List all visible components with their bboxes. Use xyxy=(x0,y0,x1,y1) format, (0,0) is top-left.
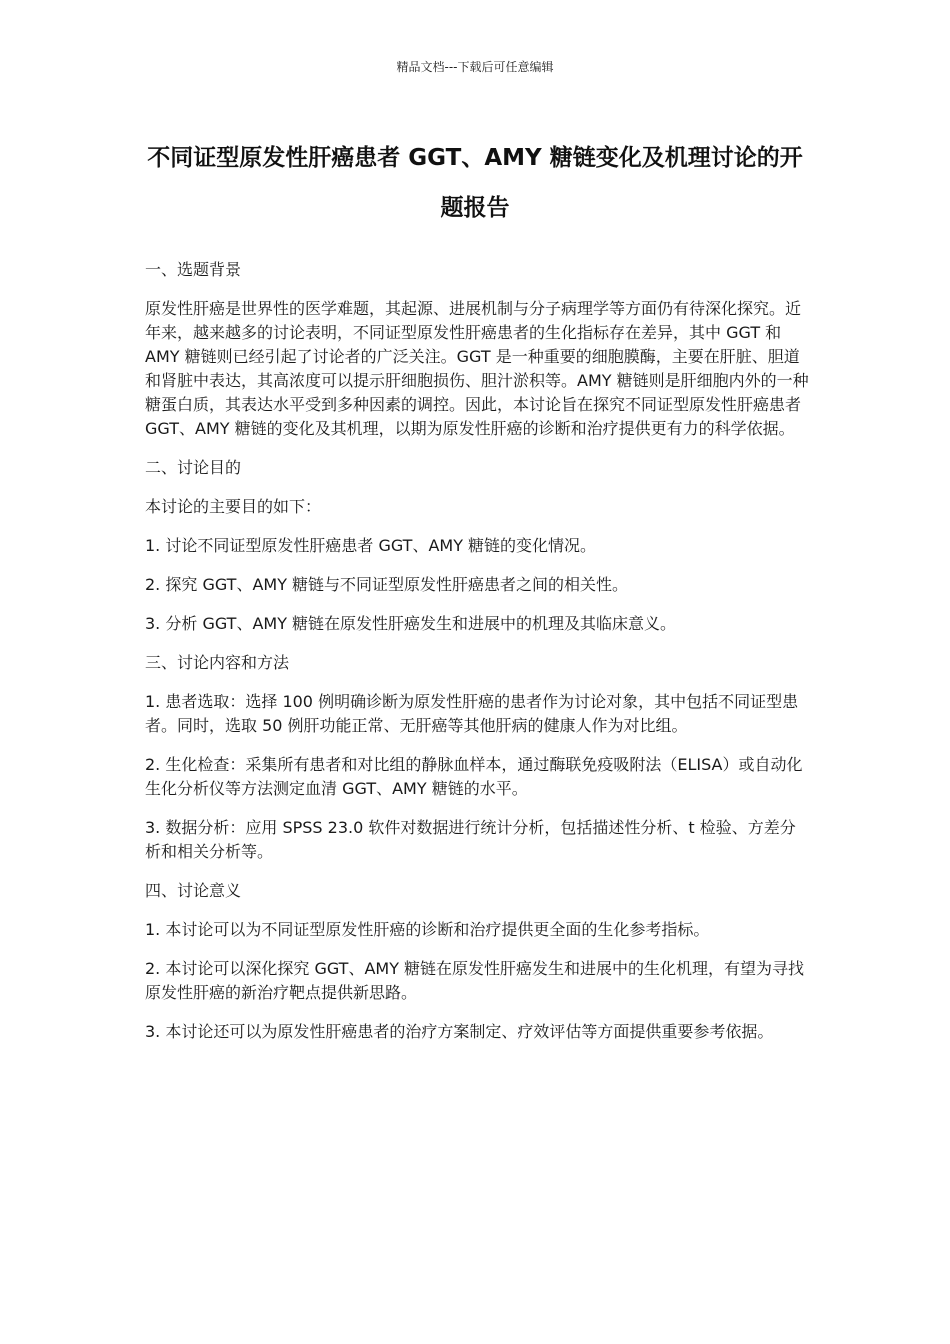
header-note: 精品文档---下载后可任意编辑 xyxy=(396,60,554,74)
list-item: 3. 分析 GGT、AMY 糖链在原发性肝癌发生和进展中的机理及其临床意义。 xyxy=(145,614,677,633)
section-heading: 二、讨论目的 xyxy=(145,458,242,477)
section-heading: 一、选题背景 xyxy=(145,260,242,279)
list-item: 3. 数据分析：应用 SPSS 23.0 软件对数据进行统计分析，包括描述性分析、t 检验、方差分析和相关分析等。 xyxy=(145,818,796,861)
list-item: 2. 生化检查：采集所有患者和对比组的静脉血样本，通过酶联免疫吸附法（ELISA）或自动化生化分析仪等方法测定血清 GGT、AMY 糖链的水平。 xyxy=(145,755,803,798)
section-heading: 三、讨论内容和方法 xyxy=(145,653,290,672)
list-item: 1. 本讨论可以为不同证型原发性肝癌的诊断和治疗提供更全面的生化参考指标。 xyxy=(145,920,710,939)
list-item: 2. 探究 GGT、AMY 糖链与不同证型原发性肝癌患者之间的相关性。 xyxy=(145,575,629,594)
list-item: 1. 讨论不同证型原发性肝癌患者 GGT、AMY 糖链的变化情况。 xyxy=(145,536,597,555)
document-body xyxy=(145,258,810,1059)
paragraph: 本讨论的主要目的如下： xyxy=(145,497,322,516)
paragraph: 原发性肝癌是世界性的医学难题，其起源、进展机制与分子病理学等方面仍有待深化探究。近年来，越来越多的讨论表明，不同证型原发性肝癌患者的生化指标存在差异，其中 GGT 和 AMY 糖链则已经引起了讨论者的广泛关注。GGT 是一种重要的细胞膜酶，主要在肝脏、胆道和肾脏中表达，其高浓度可以提示肝细胞损伤、胆汁淤积等。AMY 糖链则是肝细胞内外的一种糖蛋白质，其表达水平受到多种因素的调控。因此，本讨论旨在探究不同证型原发性肝癌患者 GGT、AMY 糖链的变化及其机理，以期为原发性肝癌的诊断和治疗提供更有力的科学依据。 xyxy=(145,299,809,438)
list-item: 2. 本讨论可以深化探究 GGT、AMY 糖链在原发性肝癌发生和进展中的生化机理，有望为寻找原发性肝癌的新治疗靶点提供新思路。 xyxy=(145,959,805,1002)
list-item: 1. 患者选取：选择 100 例明确诊断为原发性肝癌的患者作为讨论对象，其中包括不同证型患者。同时，选取 50 例肝功能正常、无肝癌等其他肝病的健康人作为对比组。 xyxy=(145,692,799,735)
page-title: 不同证型原发性肝癌患者 GGT、AMY 糖链变化及机理讨论的开题报告 xyxy=(147,145,803,221)
list-item: 3. 本讨论还可以为原发性肝癌患者的治疗方案制定、疗效评估等方面提供重要参考依据。 xyxy=(145,1022,774,1041)
section-heading: 四、讨论意义 xyxy=(145,881,242,900)
